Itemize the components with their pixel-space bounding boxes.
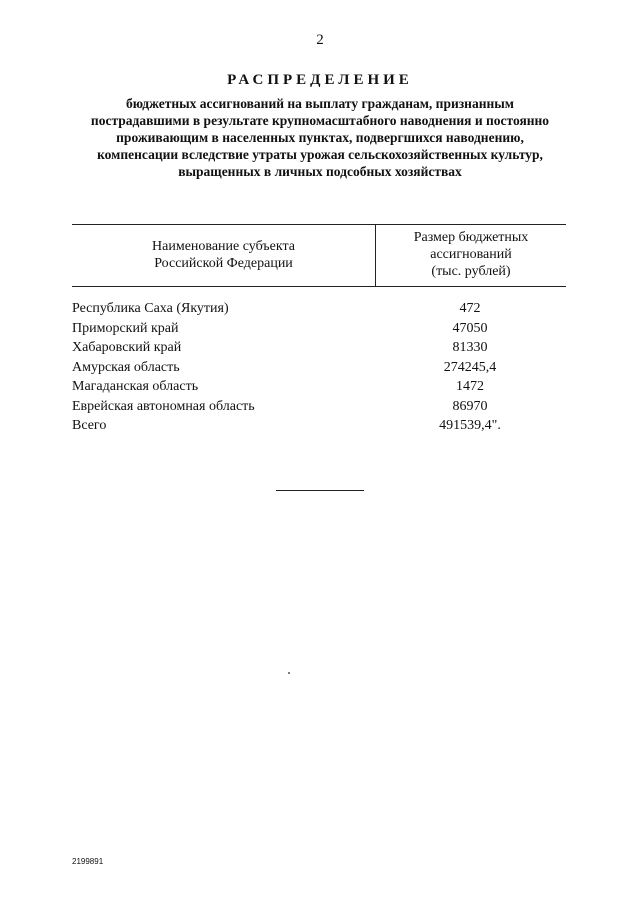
region-name: Амурская область	[72, 359, 180, 375]
table-row	[72, 358, 566, 378]
allocation-amount: 81330	[452, 340, 488, 355]
allocation-amount: 472	[459, 301, 481, 316]
total-label: Всего	[72, 418, 107, 433]
table-row	[72, 299, 566, 319]
region-name: Хабаровский край	[72, 340, 182, 355]
region-column-header	[72, 238, 375, 272]
amount-header-line: (тыс. рублей)	[431, 264, 511, 279]
allocation-amount: 1472	[456, 379, 484, 394]
document-title: РАСПРЕДЕЛЕНИЕ	[227, 72, 413, 88]
allocation-amount: 86970	[452, 398, 488, 414]
region-name: Магаданская область	[72, 379, 199, 394]
table-row	[72, 319, 566, 339]
region-header-line: Наименование субъекта	[152, 239, 295, 254]
document-code: 2199891	[72, 857, 104, 866]
amount-column-header	[376, 229, 566, 280]
region-header-line: Российской Федерации	[154, 256, 293, 271]
table-top-rule	[72, 224, 566, 225]
table-row	[72, 338, 566, 358]
amount-header-line: ассигнований	[430, 247, 512, 262]
document-subtitle: бюджетных ассигнований на выплату гражданам, признанным пострадавшими в результате крупномасштабного наводнения и постоянно проживающим в населенных пунктах, подвергшихся наводнению, компенсации вследствие утраты урожая сельскохозяйственных культур, выращенных в личных подсобных хозяйствах	[90, 96, 550, 179]
allocation-amount: 274245,4	[443, 359, 497, 375]
page-number: 2	[316, 32, 324, 48]
table-header-rule	[72, 286, 566, 287]
region-name: Еврейская автономная область	[72, 398, 255, 414]
table-body	[72, 299, 566, 436]
table-row	[72, 397, 566, 417]
total-amount: 491539,4".	[439, 418, 501, 433]
region-name: Республика Саха (Якутия)	[72, 301, 229, 316]
region-name: Приморский край	[72, 320, 179, 336]
total-row	[72, 416, 566, 436]
allocation-amount: 47050	[452, 320, 488, 336]
table-row	[72, 377, 566, 397]
closing-rule	[276, 490, 364, 491]
scan-speck	[288, 672, 290, 674]
amount-header-line: Размер бюджетных	[413, 230, 529, 245]
